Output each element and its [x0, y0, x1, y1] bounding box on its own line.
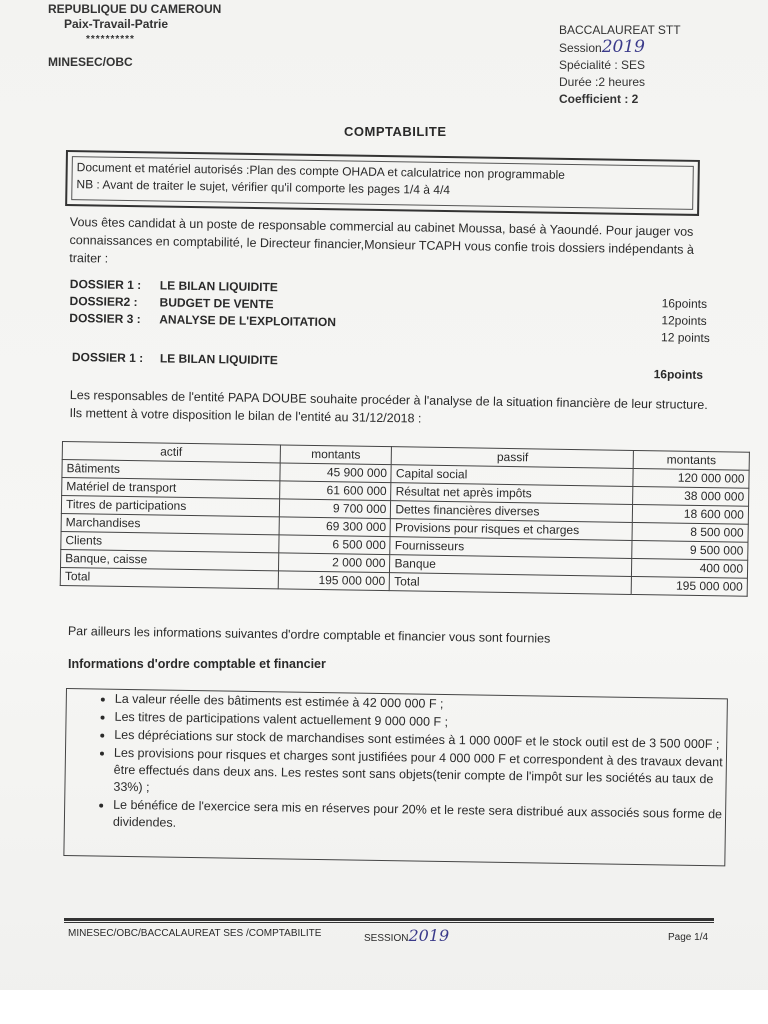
dossier-code: DOSSIER 1 : — [69, 276, 142, 293]
footer-rule-top — [64, 918, 714, 921]
dossier-name: BUDGET DE VENTE — [159, 295, 274, 312]
dossier1-name: LE BILAN LIQUIDITE — [159, 351, 278, 368]
passif-total-label: Total — [390, 573, 632, 595]
country-name: REPUBLIQUE DU CAMEROUN — [48, 2, 222, 16]
notice-box — [65, 150, 700, 216]
dossier-name: LE BILAN LIQUIDITE — [159, 278, 278, 295]
dossier-name: ANALYSE DE L'EXPLOITATION — [159, 312, 337, 330]
list-item: • Les provisions pour risques et charges sont justifiées pour 4 000 000 F et correspondent à des travaux devant être effectués dans deux ans. Les restes sont sans objets(tenir compte de l'impôt sur les sociétés au taux de 33%) ; — [113, 745, 726, 806]
dossier1-code: DOSSIER 1 : — [71, 350, 144, 366]
actif-amount: 9 700 000 — [279, 499, 391, 519]
list-item: • Le bénéfice de l'exercice sera mis en réserves pour 20% et le reste sera distribué aux associés sous forme de dividendes. — [113, 797, 725, 841]
intro-paragraph: Vous êtes candidat à un poste de responsable commercial au cabinet Moussa, basé à Yaoundé. Pour jauger vos connaissances en comptabilité, le Directeur financier,Monsieur TCAPH vous confie trois dossiers indépendants à traiter : — [69, 214, 695, 266]
footer-rule-bottom — [64, 922, 714, 923]
dossier-points: 12 points — [661, 330, 710, 346]
passif-cell: Dettes financières diverses — [391, 501, 633, 523]
passif-cell: Fournisseurs — [390, 537, 632, 559]
header-right — [559, 22, 681, 108]
footer — [68, 926, 718, 945]
actif-amount: 61 600 000 — [279, 481, 391, 501]
passif-cell: Provisions pour risques et charges — [390, 519, 632, 541]
actif-cell: Bâtiments — [62, 460, 280, 481]
notice-line-1: Document et matériel autorisés :Plan des compte OHADA et calculatrice non programmable — [76, 160, 566, 182]
actif-total-amount: 195 000 000 — [278, 571, 390, 591]
session-year-handwritten: 2019 — [601, 37, 645, 57]
speciality: Spécialité : SES — [559, 58, 646, 72]
session-line — [559, 39, 681, 57]
dossier-code: DOSSIER 3 : — [69, 310, 141, 327]
dossier-list — [69, 276, 730, 346]
dossier-points: 16points — [661, 296, 708, 312]
actif-amount: 69 300 000 — [279, 517, 391, 537]
actif-cell: Banque, caisse — [61, 549, 279, 570]
actif-cell: Marchandises — [61, 513, 279, 534]
dossier1-points: 16points — [653, 367, 704, 382]
info-section-title: Informations d'ordre comptable et financier — [68, 657, 326, 671]
passif-amount: 8 500 000 — [632, 522, 748, 542]
actif-amount: 45 900 000 — [279, 463, 391, 483]
actif-total-label: Total — [60, 567, 278, 588]
coefficient: Coefficient : 2 — [559, 92, 639, 106]
actif-cell: Clients — [61, 531, 279, 552]
passif-amount: 120 000 000 — [633, 468, 749, 488]
subject-title: COMPTABILITE — [344, 124, 447, 139]
header-passif: passif — [392, 447, 634, 469]
exam-name: BACCALAUREAT STT — [559, 23, 681, 37]
passif-cell: Banque — [390, 555, 632, 577]
dossier1-heading — [71, 350, 712, 382]
footer-session — [364, 926, 449, 945]
footer-session-year-handwritten: 2019 — [408, 926, 450, 945]
actif-amount: 6 500 000 — [278, 535, 390, 555]
passif-cell: Résultat net après impôts — [391, 483, 633, 505]
passif-amount: 38 000 000 — [633, 486, 749, 506]
list-item: • Les dépréciations sur stock de marchandises sont estimées à 1 000 000F et le stock outil est de 3 500 000F ; — [114, 727, 726, 754]
bilan-table-wrap — [60, 441, 750, 597]
header-montants-actif: montants — [280, 445, 392, 465]
list-item: • La valeur réelle des bâtiments est estimée à 42 000 000 F ; — [115, 691, 727, 718]
page-number: Page 1/4 — [668, 932, 709, 943]
passif-amount: 18 600 000 — [632, 504, 748, 524]
dossier-points: 12points — [661, 313, 707, 329]
list-item: • Les titres de participations valent actuellement 9 000 000 F ; — [114, 709, 726, 736]
motto: Paix-Travail-Patrie — [64, 17, 169, 31]
info-box — [63, 688, 728, 866]
passif-total-amount: 195 000 000 — [631, 576, 747, 596]
page-bottom-margin — [0, 990, 768, 1024]
duration: Durée :2 heures — [559, 75, 646, 89]
passif-amount: 400 000 — [632, 558, 748, 578]
header-montants-passif: montants — [633, 450, 749, 470]
footer-reference: MINESEC/OBC/BACCALAUREAT SES /COMPTABILITE — [68, 928, 322, 939]
bilan-intro-paragraph: Les responsables de l'entité PAPA DOUBE souhaite procéder à l'analyse de la situation financière de leur structure. Ils mettent à votre disposition le bilan de l'entité au 31/12/2018 : — [69, 387, 708, 426]
passif-amount: 9 500 000 — [632, 540, 748, 560]
actif-cell: Titres de participations — [61, 496, 279, 517]
notice-line-2: NB : Avant de traiter le sujet, vérifier qu'il comporte les pages 1/4 à 4/4 — [76, 177, 451, 198]
bilan-table — [60, 441, 750, 597]
info-list — [65, 690, 727, 840]
dossier-code: DOSSIER2 : — [69, 293, 138, 310]
header-actif: actif — [62, 442, 280, 463]
additional-info-paragraph: Par ailleurs les informations suivantes d'ordre comptable et financier vous sont fournies — [67, 624, 551, 646]
ministry-code: MINESEC/OBC — [48, 55, 133, 69]
header-left — [48, 2, 221, 70]
actif-cell: Matériel de transport — [62, 478, 280, 499]
stars-separator: ********** — [86, 34, 135, 45]
session-label: Session — [559, 41, 602, 55]
passif-cell: Capital social — [391, 465, 633, 487]
notice-inner — [71, 156, 694, 210]
actif-amount: 2 000 000 — [278, 553, 390, 573]
footer-session-label: SESSION — [364, 933, 409, 944]
